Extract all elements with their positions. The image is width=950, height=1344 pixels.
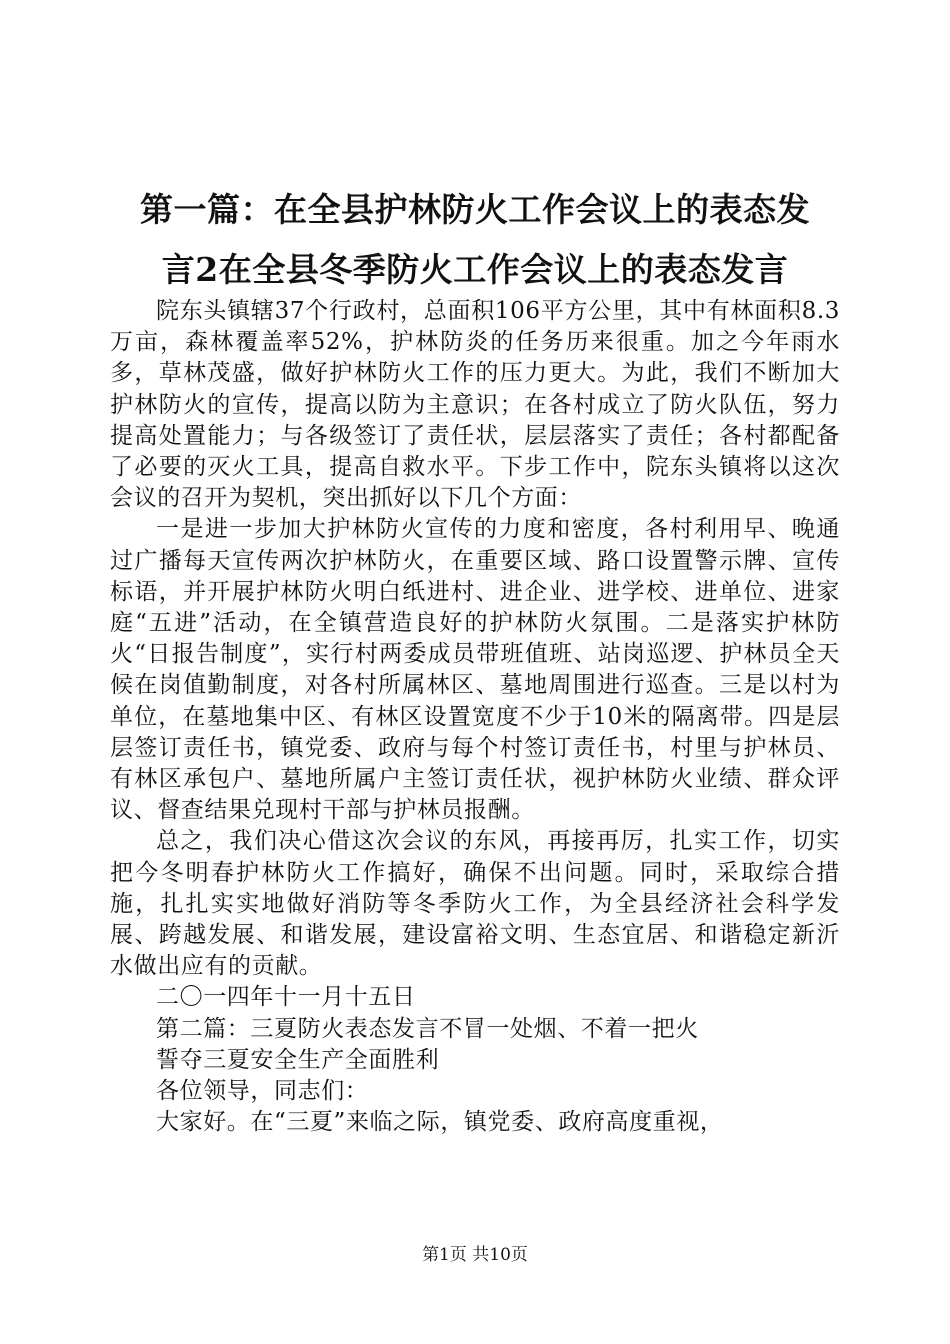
document-body	[110, 296, 840, 1138]
body-paragraph-3: 总之，我们决心借这次会议的东风，再接再厉，扎实工作，切实把今冬明春护林防火工作搞好，确保不出问题。同时，采取综合措施，扎扎实实地做好消防等冬季防火工作，为全县经济社会科学发展、跨越发展、和谐发展，建设富裕文明、生态宜居、和谐稳定新沂水做出应有的贡献。	[110, 828, 840, 980]
body-paragraph-1: 院东头镇辖37个行政村，总面积106平方公里，其中有林面积8.3万亩，森林覆盖率52%，护林防炎的任务历来很重。加之今年雨水多，草林茂盛，做好护林防火工作的压力更大。为此，我们不断加大护林防火的宣传，提高以防为主意识；在各村成立了防火队伍，努力提高处置能力；与各级签订了责任状，层层落实了责任；各村都配备了必要的灭火工具，提高自救水平。下步工作中，院东头镇将以这次会议的召开为契机，突出抓好以下几个方面：	[110, 298, 840, 512]
page-footer: 第1页 共10页	[422, 1245, 528, 1265]
document-title-line-1: 第一篇：在全县护林防火工作会议上的表态发	[140, 190, 810, 229]
second-section-title-line-1: 第二篇：三夏防火表态发言不冒一处烟、不着一把火	[156, 1015, 699, 1042]
date-line: 二〇一四年十一月十五日	[156, 984, 416, 1011]
body-paragraph-2: 一是进一步加大护林防火宣传的力度和密度，各村利用早、晚通过广播每天宣传两次护林防火，在重要区域、路口设置警示牌、宣传标语，并开展护林防火明白纸进村、进企业、进学校、进单位、进家庭“五进”活动，在全镇营造良好的护林防火氛围。二是落实护林防火“日报告制度”，实行村两委成员带班值班、站岗巡逻、护林员全天候在岗值勤制度，对各村所属林区、墓地周围进行巡查。三是以村为单位，在墓地集中区、有林区设置宽度不少于10米的隔离带。四是层层签订责任书，镇党委、政府与每个村签订责任书，村里与护林员、有林区承包户、墓地所属户主签订责任状，视护林防火业绩、群众评议、督查结果兑现村干部与护林员报酬。	[110, 516, 840, 824]
second-section-title-line-2: 誓夺三夏安全生产全面胜利	[156, 1046, 440, 1073]
salutation: 各位领导，同志们：	[156, 1078, 369, 1105]
document-title-line-2: 言2在全县冬季防火工作会议上的表态发言	[161, 250, 789, 289]
opening-line: 大家好。在“三夏”来临之际，镇党委、政府高度重视，	[156, 1109, 724, 1136]
